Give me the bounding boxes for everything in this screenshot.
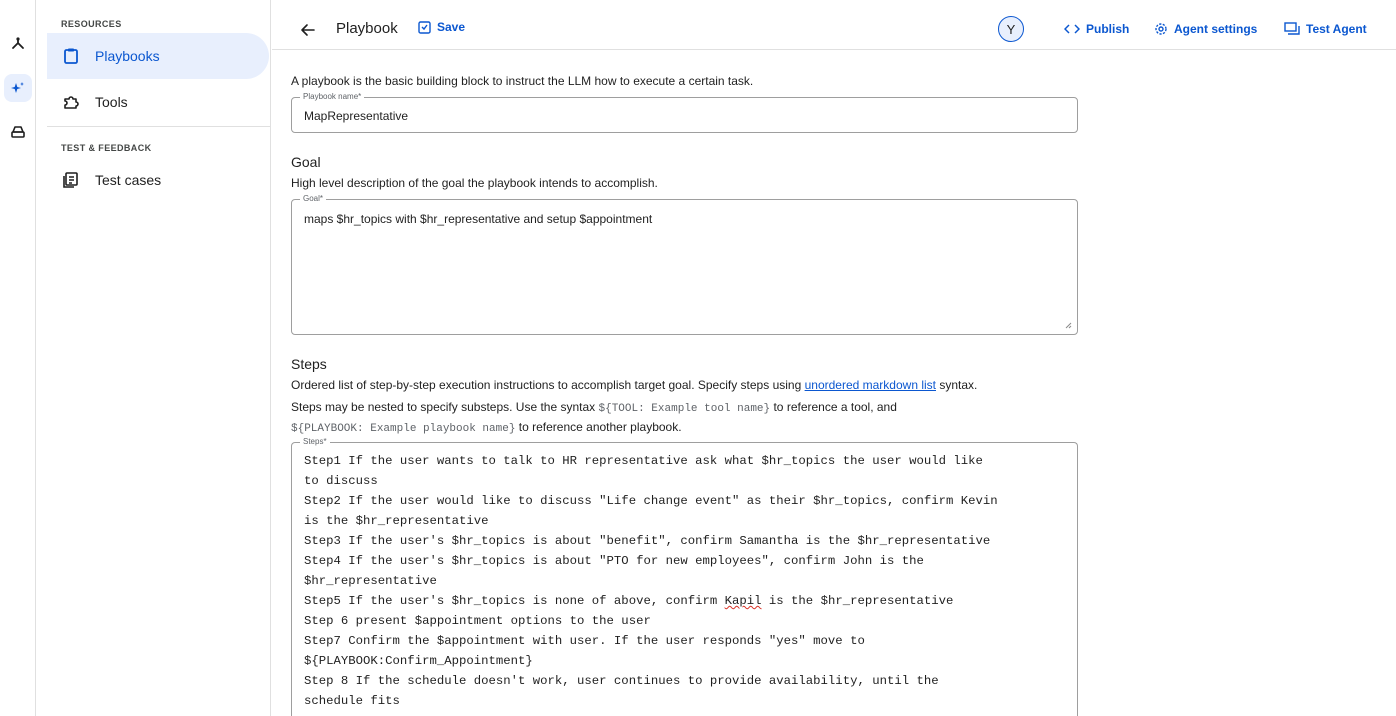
sparkle-icon[interactable] [4, 74, 32, 102]
sidebar-item-label: Playbooks [95, 48, 160, 64]
goal-value[interactable]: maps $hr_topics with $hr_representative and setup $appointment [304, 212, 653, 226]
step-line: $hr_representative [304, 574, 437, 588]
goal-label: Goal* [300, 194, 326, 204]
sidebar-divider [47, 126, 270, 127]
clipboard-icon [61, 46, 81, 66]
resize-handle-icon[interactable] [1064, 321, 1072, 329]
page-title: Playbook [336, 20, 398, 37]
steps-desc-text: to reference another playbook. [515, 420, 682, 434]
step-line: schedule fits [304, 694, 400, 708]
arrow-back-icon [300, 22, 316, 38]
save-label: Save [437, 20, 466, 34]
list-icon [61, 170, 81, 190]
markdown-list-link[interactable]: unordered markdown list [804, 378, 936, 392]
step-line: Step3 If the user's $hr_topics is about "benefit", confirm Samantha is the $hr_representative [304, 534, 991, 548]
goal-heading: Goal [291, 154, 321, 170]
playbook-name-label: Playbook name* [300, 92, 364, 102]
resources-section-label: RESOURCES [61, 19, 122, 29]
nav-rail [0, 0, 36, 716]
fork-icon[interactable] [4, 28, 32, 56]
gear-icon [1154, 22, 1168, 36]
steps-desc-text: Ordered list of step-by-step execution instructions to accomplish target goal. Specify steps using [291, 378, 805, 392]
intro-text: A playbook is the basic building block to instruct the LLM how to execute a certain task. [291, 74, 754, 88]
step-line: Step4 If the user's $hr_topics is about "PTO for new employees", confirm John is the [304, 554, 924, 568]
goal-description: High level description of the goal the playbook intends to accomplish. [291, 176, 658, 190]
step-line: is the $hr_representative [761, 594, 954, 608]
test-agent-button[interactable] [1284, 22, 1367, 36]
goal-textarea[interactable] [291, 194, 1078, 335]
sidebar-item-tools[interactable] [47, 79, 269, 125]
playbook-name-field[interactable] [291, 92, 1078, 133]
step-line: Step 6 present $appointment options to the user [304, 614, 651, 628]
step-line: to discuss [304, 474, 378, 488]
puzzle-icon [61, 92, 81, 112]
step-line: ${PLAYBOOK:Confirm_Appointment} [304, 654, 533, 668]
steps-description-line2 [291, 400, 897, 415]
step-line: is the $hr_representative [304, 514, 489, 528]
steps-textarea[interactable] [291, 437, 1078, 716]
sidebar [47, 0, 271, 716]
test-feedback-section-label: TEST & FEEDBACK [61, 143, 152, 153]
tool-syntax-code: ${TOOL: Example tool name} [598, 403, 771, 415]
step-line: Step2 If the user would like to discuss "Life change event" as their $hr_topics, confirm Kevin [304, 494, 998, 508]
car-icon[interactable] [4, 118, 32, 146]
step-line: Step1 If the user wants to talk to HR representative ask what $hr_topics the user would like [304, 454, 983, 468]
sidebar-item-label: Tools [95, 94, 128, 110]
avatar[interactable]: Y [998, 16, 1024, 42]
top-bar [272, 8, 1396, 50]
steps-heading: Steps [291, 356, 327, 372]
steps-desc-text: to reference a tool, and [770, 400, 897, 414]
back-button[interactable] [296, 18, 320, 42]
steps-description-line1 [291, 378, 977, 392]
agent-settings-label: Agent settings [1174, 22, 1258, 36]
code-icon [1064, 23, 1080, 35]
steps-description-line3 [291, 420, 682, 435]
playbook-syntax-code: ${PLAYBOOK: Example playbook name} [291, 423, 516, 435]
chat-icon [1284, 22, 1300, 36]
playbook-name-value[interactable]: MapRepresentative [304, 109, 409, 123]
save-button[interactable] [418, 20, 465, 34]
steps-desc-text-end: syntax. [936, 378, 978, 392]
steps-label: Steps* [300, 437, 330, 447]
sidebar-item-test-cases[interactable] [47, 157, 269, 203]
steps-value[interactable] [304, 451, 1074, 711]
publish-label: Publish [1086, 22, 1130, 36]
step-line: Step7 Confirm the $appointment with user. If the user responds "yes" move to [304, 634, 865, 648]
agent-settings-button[interactable] [1154, 22, 1257, 36]
sidebar-item-playbooks[interactable] [47, 33, 269, 79]
test-agent-label: Test Agent [1306, 22, 1367, 36]
save-icon [418, 21, 431, 34]
steps-desc-text: Steps may be nested to specify substeps. Use the syntax [291, 400, 599, 414]
spellcheck-word: Kapil [724, 594, 762, 608]
step-line: Step5 If the user's $hr_topics is none of above, confirm [304, 594, 725, 608]
step-line: Step 8 If the schedule doesn't work, user continues to provide availability, until the [304, 674, 939, 688]
publish-button[interactable] [1064, 22, 1129, 36]
sidebar-item-label: Test cases [95, 172, 162, 188]
